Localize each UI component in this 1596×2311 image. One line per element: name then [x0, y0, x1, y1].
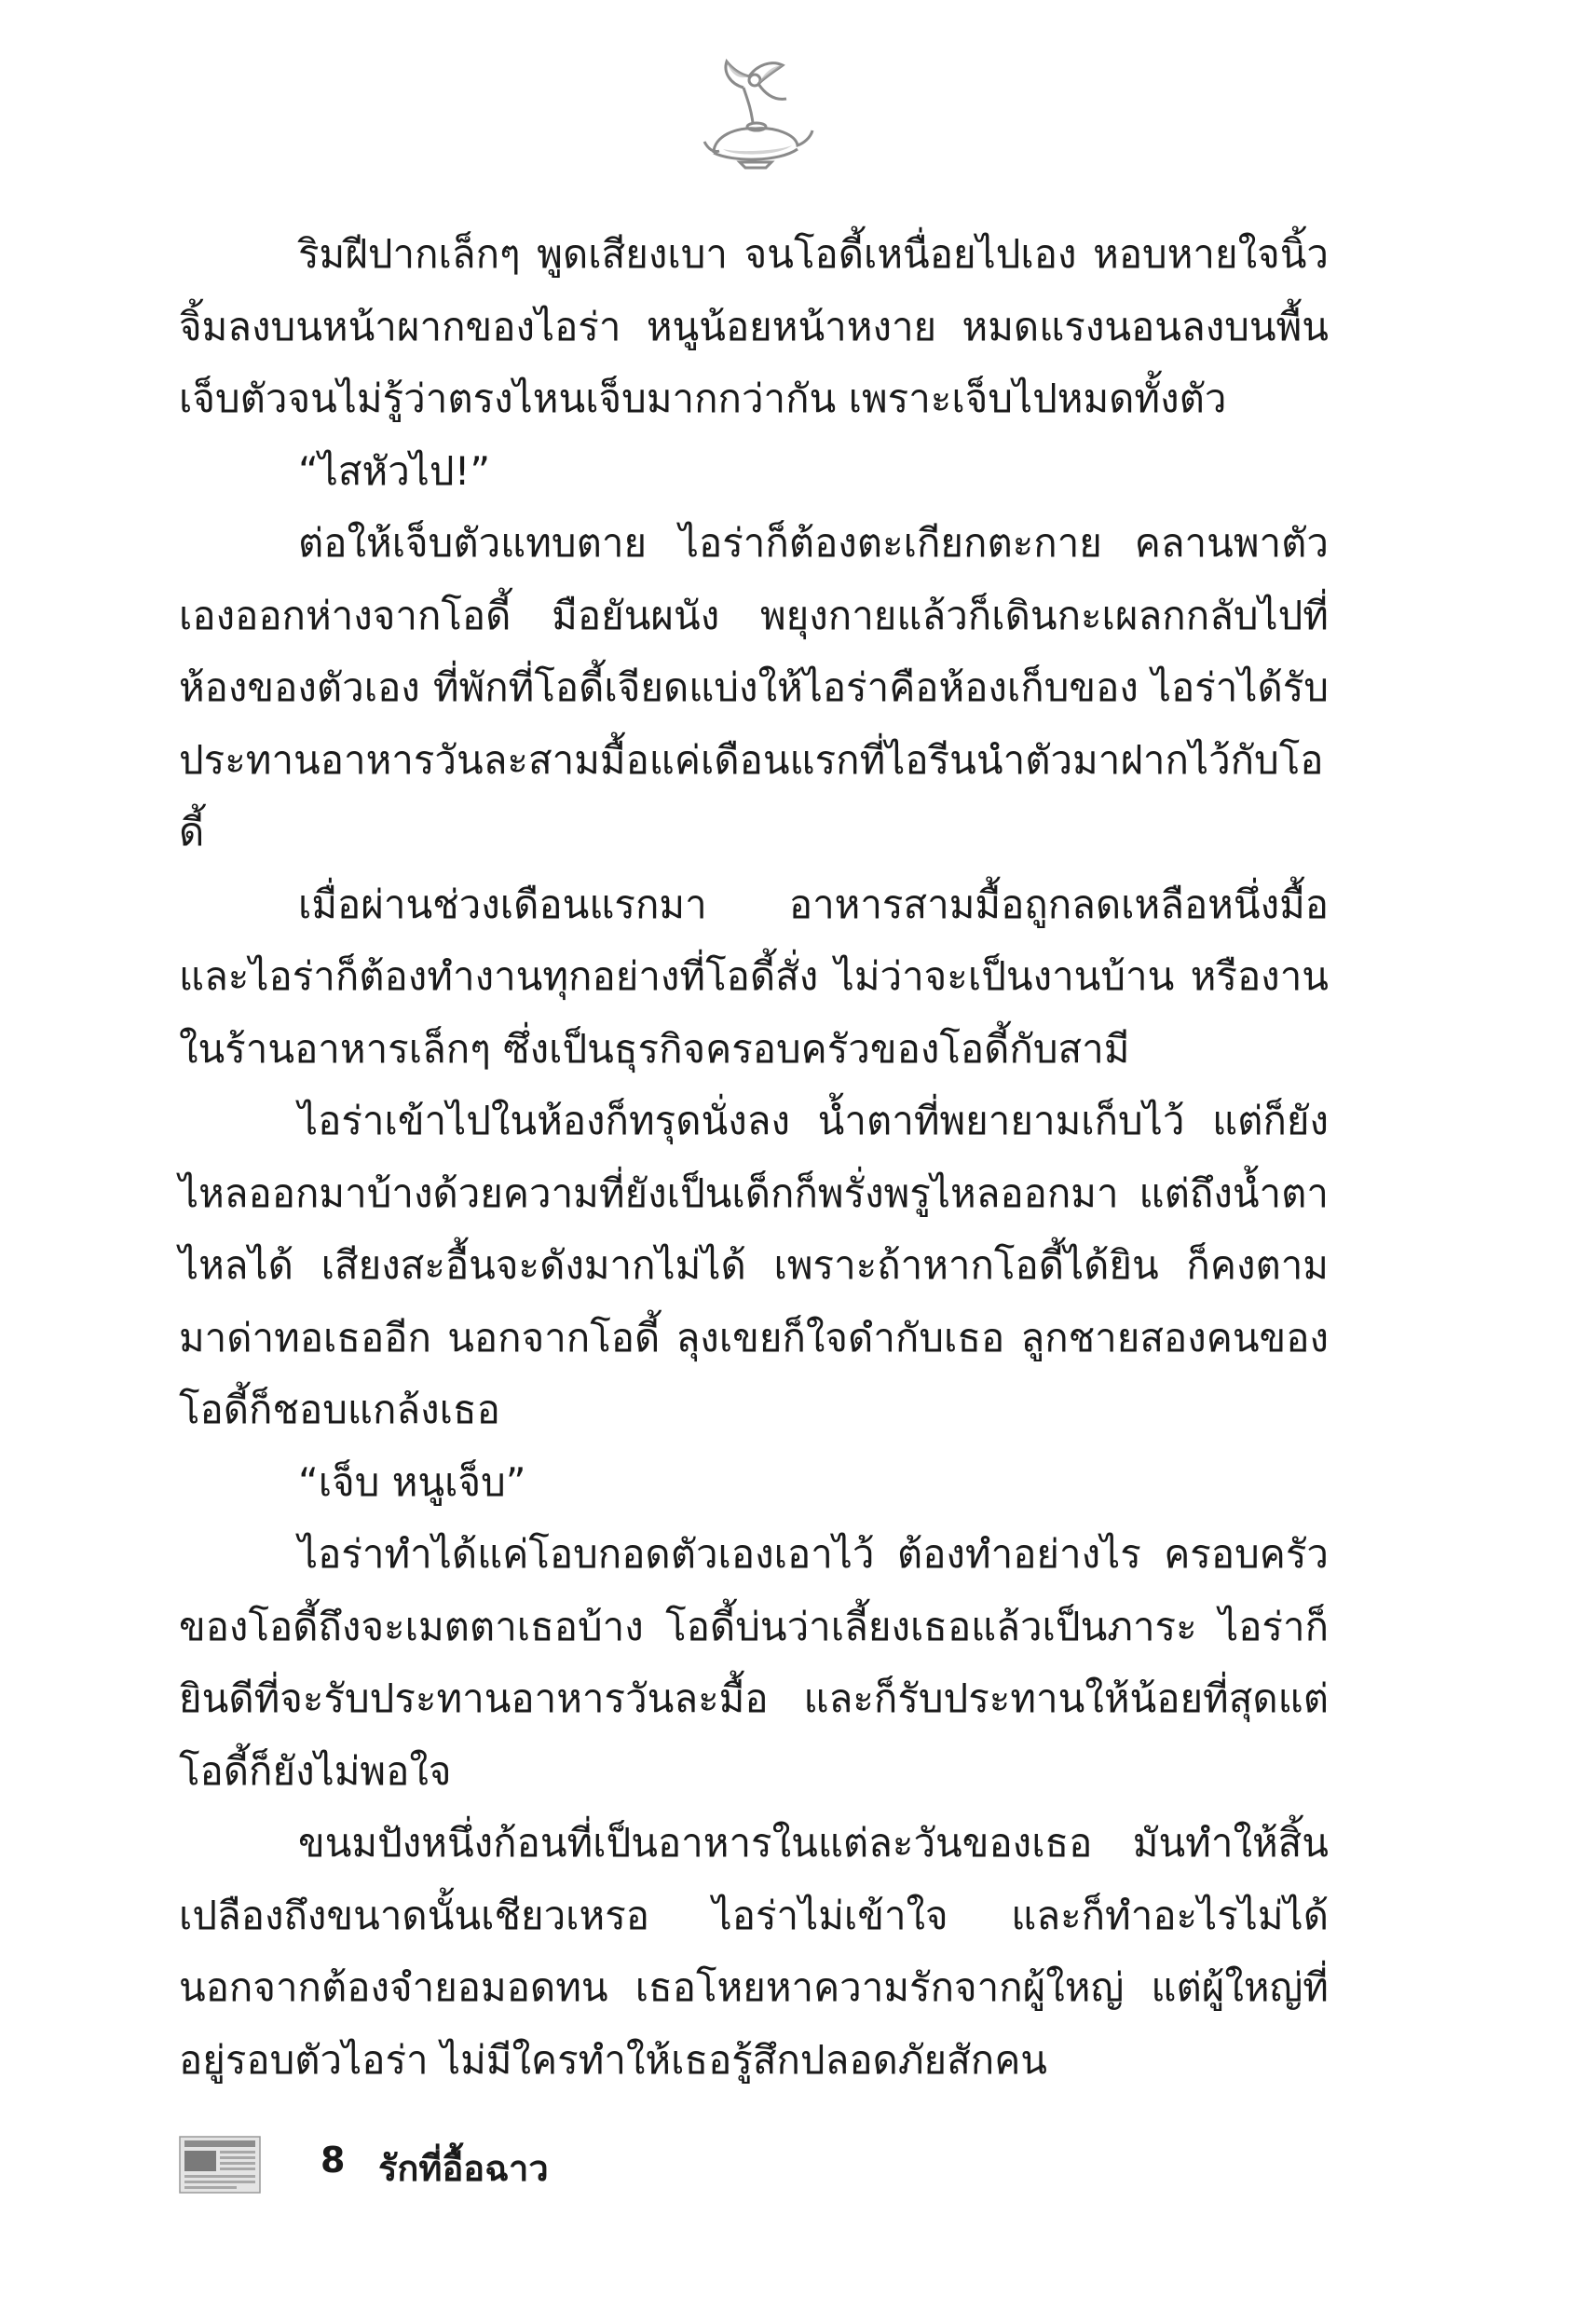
- magic-lamp-fairy-icon: [686, 52, 825, 171]
- page-footer: [179, 2136, 831, 2201]
- page-number: 8: [321, 2140, 346, 2181]
- dialog-line-2: “เจ็บ หนูเจ็บ”: [298, 1458, 526, 1505]
- paragraph-2: ต่อให้เจ็บตัวแทบตาย ไอร่าก็ต้องตะเกียกตะกาย คลานพาตัวเองออกห่างจากโอดี้ มือยันผนัง พยุงกายแล้วก็เดินกะเผลกกลับไปที่ห้องของตัวเอง ที่พักที่โอดี้เจียดแบ่งให้ไอร่าคือห้องเก็บของ ไอร่าได้รับประทานอาหารวันละสามมื้อแค่เดือนแรกที่ไอรีนนำตัวมาฝากไว้กับโอดี้: [179, 520, 1329, 855]
- newspaper-icon: [179, 2136, 261, 2194]
- dialog-line-1: “ไสหัวไป!”: [298, 447, 491, 494]
- book-title: รักที่อื้อฉาว: [378, 2148, 549, 2189]
- paragraph-5: ไอร่าทำได้แค่โอบกอดตัวเองเอาไว้ ต้องทำอย่างไร ครอบครัวของโอดี้ถึงจะเมตตาเธอบ้าง โอดี้บ่นว่าเลี้ยงเธอแล้วเป็นภาระ ไอร่าก็ยินดีที่จะรับประทานอาหารวันละมื้อ และก็รับประทานให้น้อยที่สุดแต่โอดี้ก็ยังไม่พอใจ: [179, 1531, 1329, 1794]
- chapter-body: [179, 218, 1329, 2096]
- paragraph-4: ไอร่าเข้าไปในห้องก็ทรุดนั่งลง น้ำตาที่พยายามเก็บไว้ แต่ก็ยังไหลออกมาบ้างด้วยความที่ยังเป็นเด็กก็พรั่งพรูไหลออกมา แต่ถึงน้ำตาไหลได้ เสียงสะอื้นจะดังมากไม่ได้ เพราะถ้าหากโอดี้ได้ยิน ก็คงตามมาด่าทอเธออีก นอกจากโอดี้ ลุงเขยก็ใจดำกับเธอ ลูกชายสองคนของโอดี้ก็ชอบแกล้งเธอ: [179, 1098, 1329, 1432]
- paragraph-6: ขนมปังหนึ่งก้อนที่เป็นอาหารในแต่ละวันของเธอ มันทำให้สิ้นเปลืองถึงขนาดนั้นเชียวเหรอ ไอร่าไม่เข้าใจ และก็ทำอะไรไม่ได้นอกจากต้องจำยอมอดทน เธอโหยหาความรักจากผู้ใหญ่ แต่ผู้ใหญ่ที่อยู่รอบตัวไอร่า ไม่มีใครทำให้เธอรู้สึกปลอดภัยสักคน: [179, 1820, 1329, 2083]
- paragraph-3: เมื่อผ่านช่วงเดือนแรกมา อาหารสามมื้อถูกลดเหลือหนึ่งมื้อและไอร่าก็ต้องทำงานทุกอย่างที่โอดี้สั่ง ไม่ว่าจะเป็นงานบ้าน หรืองานในร้านอาหารเล็กๆ ซึ่งเป็นธุรกิจครอบครัวของโอดี้กับสามี: [179, 881, 1329, 1072]
- paragraph-1: ริมฝีปากเล็กๆ พูดเสียงเบา จนโอดี้เหนื่อยไปเอง หอบหายใจนิ้วจิ้มลงบนหน้าผากของไอร่า หนูน้อยหน้าหงาย หมดแรงนอนลงบนพื้น เจ็บตัวจนไม่รู้ว่าตรงไหนเจ็บมากกว่ากัน เพราะเจ็บไปหมดทั้งตัว: [179, 231, 1329, 421]
